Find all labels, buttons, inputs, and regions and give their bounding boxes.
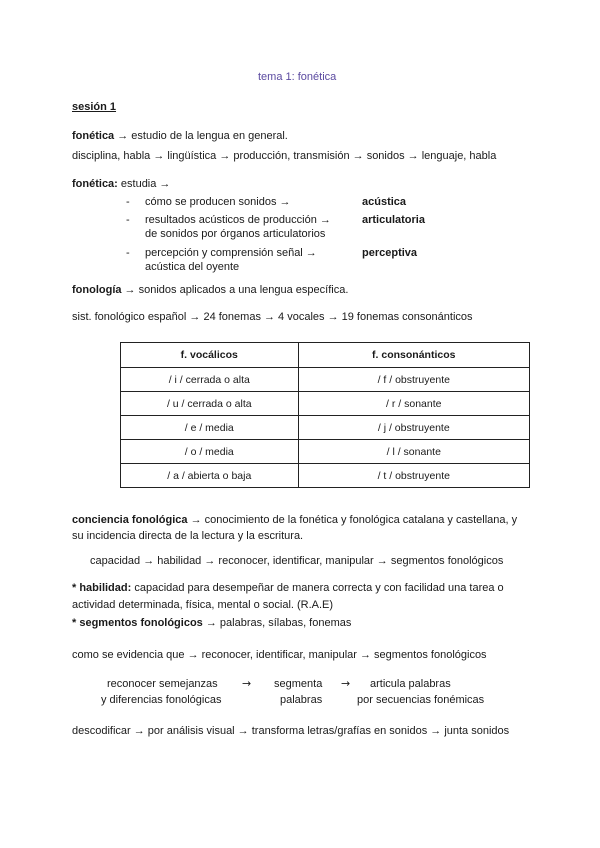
table-cell: / t / obstruyente [298, 464, 529, 488]
branch-text: resultados acústicos de producción → [145, 214, 331, 226]
segmentos-term: * segmentos fonológicos [72, 617, 203, 629]
header-vocalicos: f. vocálicos [121, 343, 299, 368]
table-cell: / j / obstruyente [298, 416, 529, 440]
header-consonanticos: f. consonánticos [298, 343, 529, 368]
table-cell: / o / media [121, 440, 299, 464]
branch-bullet: - [126, 214, 130, 226]
table-cell: / a / abierta o baja [121, 464, 299, 488]
table-row [121, 440, 530, 464]
table-header-row [121, 343, 530, 368]
branch-text-continued: de sonidos por órganos articulatorios [145, 228, 326, 240]
fonetica-definition [72, 130, 288, 142]
flow-step-3: articula palabras [370, 678, 451, 690]
descodificar-line: descodificar → por análisis visual → transforma letras/grafías en sonidos → junta sonidos [72, 725, 510, 737]
conciencia-def-text: → conocimiento de la fonética y fonológica catalana y castellana, y [187, 514, 518, 526]
table-row [121, 392, 530, 416]
conciencia-continued: su incidencia directa de la lectura y la escritura. [72, 530, 304, 542]
table-row [121, 368, 530, 392]
fonetica-def-text: → estudio de la lengua en general. [114, 130, 288, 142]
page-title: tema 1: fonética [258, 71, 337, 83]
table-cell: / e / media [121, 416, 299, 440]
flow-arrow: → [341, 677, 351, 690]
branch-label: perceptiva [362, 247, 418, 259]
habilidad-note [72, 582, 504, 594]
flow-step-1: reconocer semejanzas [107, 678, 218, 690]
branch-text: percepción y comprensión señal → [145, 247, 317, 259]
sistema-line: sist. fonológico español → 24 fonemas → 4 vocales → 19 fonemas consonánticos [72, 311, 473, 323]
flow-step-1-continued: y diferencias fonológicas [101, 694, 222, 706]
branch-text-continued: acústica del oyente [145, 261, 240, 273]
table-row [121, 416, 530, 440]
disciplina-line: disciplina, habla → lingüística → producción, transmisión → sonidos → lenguaje, habla [72, 150, 497, 162]
fonologia-definition [72, 284, 348, 296]
fonologia-def-text: → sonidos aplicados a una lengua específica. [121, 284, 349, 296]
phoneme-table [120, 342, 530, 488]
branch-bullet: - [126, 247, 130, 259]
fonetica-estudia [72, 178, 170, 190]
session-heading: sesión 1 [72, 101, 117, 113]
evidencia-line: como se evidencia que → reconocer, identificar, manipular → segmentos fonológicos [72, 649, 487, 661]
flow-arrow: → [242, 677, 252, 690]
flow-step-2: segmenta [274, 678, 323, 690]
conciencia-term: conciencia fonológica [72, 514, 188, 526]
branch-label: acústica [362, 196, 407, 208]
conciencia-definition [72, 514, 517, 526]
segmentos-note [72, 617, 351, 629]
fonologia-term: fonología [72, 284, 122, 296]
fonetica-term: fonética [72, 130, 115, 142]
table-cell: / i / cerrada o alta [121, 368, 299, 392]
table-cell: / r / sonante [298, 392, 529, 416]
branch-label: articulatoria [362, 214, 425, 226]
table-cell: / f / obstruyente [298, 368, 529, 392]
segmentos-text: → palabras, sílabas, fonemas [202, 617, 352, 629]
branch-bullet: - [126, 196, 130, 208]
habilidad-term: * habilidad: [72, 582, 132, 594]
fonetica-estudia-term: fonética: [72, 178, 118, 190]
fonetica-estudia-text: estudia → [117, 178, 171, 190]
capacidad-line: capacidad → habilidad → reconocer, identificar, manipular → segmentos fonológicos [90, 555, 504, 567]
flow-step-2-continued: palabras [280, 694, 323, 706]
habilidad-continued: actividad determinada, física, mental o social. (R.A.E) [72, 599, 334, 611]
branch-text: cómo se producen sonidos → [145, 196, 291, 208]
flow-step-3-continued: por secuencias fonémicas [357, 694, 485, 706]
table-cell: / u / cerrada o alta [121, 392, 299, 416]
habilidad-text: capacidad para desempeñar de manera correcta y con facilidad una tarea o [131, 582, 504, 594]
table-row [121, 464, 530, 488]
table-cell: / l / sonante [298, 440, 529, 464]
